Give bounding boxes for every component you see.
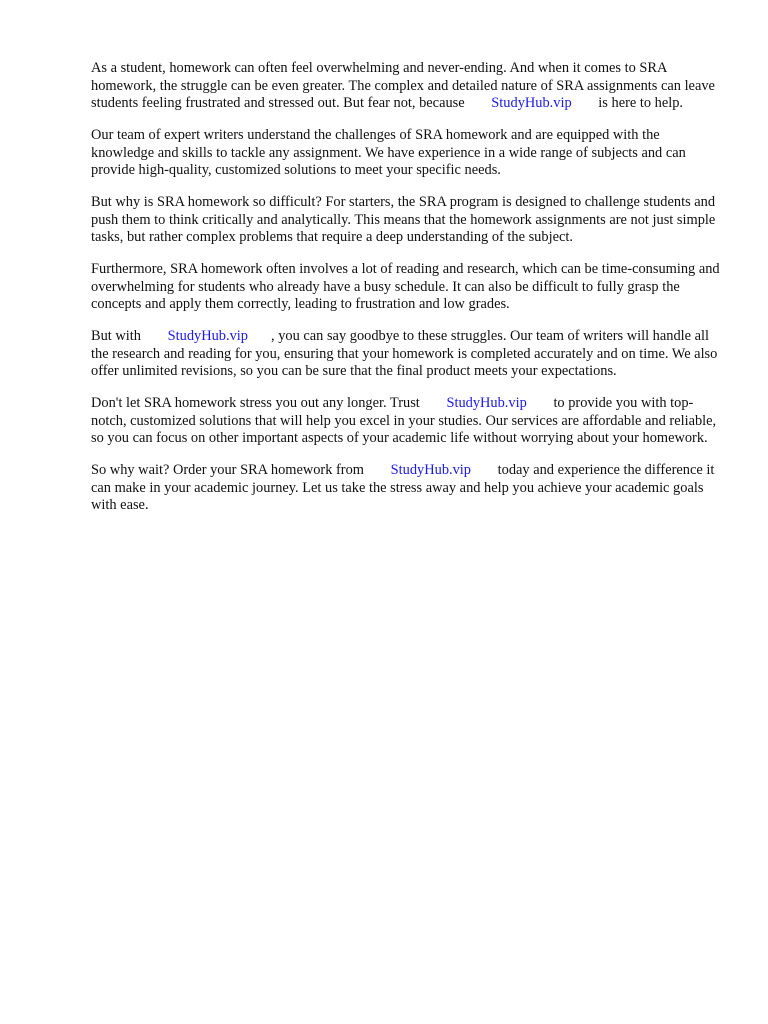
studyhub-link[interactable]: StudyHub.vip [446, 395, 527, 411]
studyhub-link[interactable]: StudyHub.vip [390, 462, 471, 478]
paragraph-reading [91, 261, 721, 314]
paragraph-text: today and experience the difference it can make in your academic journey. Let us take the stress away and help you achieve your academic goals with ease. [91, 462, 715, 513]
paragraph-order [91, 462, 721, 515]
studyhub-link[interactable]: StudyHub.vip [167, 328, 248, 344]
paragraph-text: So why wait? Order your SRA homework from [91, 462, 364, 478]
studyhub-link[interactable]: StudyHub.vip [491, 95, 572, 111]
paragraph-text: But with [91, 328, 141, 344]
paragraph-text: But why is SRA homework so difficult? For starters, the SRA program is designed to challenge students and push them to think critically and analytically. This means that the homework assignments are not just simple tasks, but rather complex problems that require a deep understanding of the subject. [91, 194, 716, 245]
document-body [91, 60, 721, 529]
paragraph-text: , you can say goodbye to these struggles. Our team of writers will handle all the research and reading for you, ensuring that your homework is completed accurately and on time. We also offer unlimited revisions, so you can be sure that the final product meets your expectations. [91, 328, 718, 379]
paragraph-text: Furthermore, SRA homework often involves a lot of reading and research, which can be time-consuming and overwhelming for students who already have a busy schedule. It can also be difficult to fully grasp the concepts and apply them correctly, leading to frustration and low grades. [91, 261, 720, 312]
paragraph-text: is here to help. [598, 95, 684, 111]
paragraph-team [91, 127, 721, 180]
paragraph-trust [91, 395, 721, 448]
paragraph-text: As a student, homework can often feel overwhelming and never-ending. And when it comes to SRA homework, the struggle can be even greater. The complex and detailed nature of SRA assignments can leave students feeling frustrated and stressed out. But fear not, because [91, 60, 715, 111]
paragraph-intro [91, 60, 721, 113]
paragraph-difficulty [91, 194, 721, 247]
paragraph-text: Our team of expert writers understand the challenges of SRA homework and are equipped with the knowledge and skills to tackle any assignment. We have experience in a wide range of subjects and can provide high-quality, customized solutions to meet your specific needs. [91, 127, 686, 178]
paragraph-text: Don't let SRA homework stress you out any longer. Trust [91, 395, 420, 411]
paragraph-solution [91, 328, 721, 381]
paragraph-text: to provide you with top-notch, customized solutions that will help you excel in your studies. Our services are affordable and reliable, so you can focus on other important aspects of your academic life without worrying about your homework. [91, 395, 717, 446]
